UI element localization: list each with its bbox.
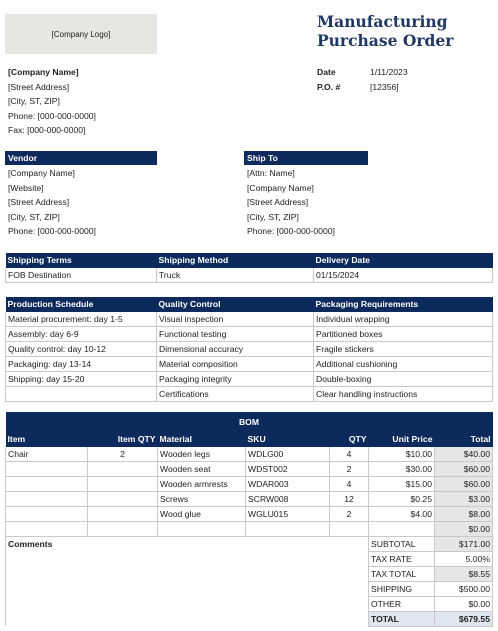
title-line-2: Purchase Order [317,31,454,50]
total-label: TOTAL [369,611,435,626]
vendor-phone: Phone: [000-000-0000] [8,226,96,236]
line-total-cell: $8.00 [435,506,493,521]
unit-price-cell: $30.00 [369,461,435,476]
other-value[interactable]: $0.00 [435,596,493,611]
production-row [6,326,493,341]
comments-label: Comments [8,538,53,549]
qty-cell: 2 [330,506,369,521]
item-cell [6,506,88,521]
company-name: [Company Name] [8,67,79,77]
material-cell: Wooden seat [158,461,246,476]
line-total-cell: $40.00 [435,447,493,462]
material-header: Material [158,432,246,447]
qc-cell: Functional testing [157,326,314,341]
tax-rate-label: TAX RATE [369,551,435,566]
item-cell: Chair [6,447,88,462]
tax-total-label: TAX TOTAL [369,566,435,581]
unit-price-cell: $10.00 [369,447,435,462]
item-cell [6,461,88,476]
item-qty-header: Item QTY [88,432,158,447]
logo-text: [Company Logo] [51,29,111,39]
item-qty-cell [88,476,158,491]
vendor-city: [City, ST, ZIP] [8,211,60,222]
shipping-label: SHIPPING [369,581,435,596]
shipping-header-row [6,253,493,268]
document-title [317,12,453,50]
packaging-cell: Double-boxing [314,371,493,386]
delivery-date-header: Delivery Date [314,253,493,268]
qty-cell: 12 [330,491,369,506]
packaging-cell: Individual wrapping [314,312,493,327]
title-line-1: Manufacturing [317,12,448,31]
total-value: $679.55 [435,611,493,626]
shipping-method-header: Shipping Method [157,253,314,268]
packaging-cell: Fragile stickers [314,341,493,356]
schedule-cell: Shipping: day 15-20 [6,371,157,386]
company-street: [Street Address] [8,81,70,92]
vendor-heading: Vendor [5,151,157,165]
unit-price-header: Unit Price [369,432,435,447]
line-total-cell: $3.00 [435,491,493,506]
item-qty-cell [88,506,158,521]
packaging-requirements-header: Packaging Requirements [314,297,493,312]
production-row [6,341,493,356]
bom-header-row [6,432,493,447]
qty-cell: 4 [330,476,369,491]
material-cell [158,521,246,536]
company-fax: Fax: [000-000-0000] [8,125,86,135]
production-table [5,297,493,402]
qty-cell: 2 [330,461,369,476]
delivery-date-value: 01/15/2024 [314,268,493,283]
qc-cell: Material composition [157,356,314,371]
production-row [6,356,493,371]
sku-cell: WDLG00 [246,447,330,462]
qty-cell [330,521,369,536]
item-qty-cell [88,521,158,536]
item-qty-cell [88,491,158,506]
unit-price-cell [369,521,435,536]
shipping-terms-header: Shipping Terms [6,253,157,268]
line-total-cell: $60.00 [435,461,493,476]
qc-cell: Packaging integrity [157,371,314,386]
bom-row [6,461,493,476]
item-cell [6,476,88,491]
vendor-website: [Website] [8,182,44,193]
ship-to-street: [Street Address] [247,197,309,207]
ship-to-attn: [Attn: Name] [247,168,295,178]
qc-cell: Dimensional accuracy [157,341,314,356]
bom-title-row [6,412,493,432]
vendor-street: [Street Address] [8,197,70,207]
sku-header: SKU [246,432,330,447]
subtotal-value: $171.00 [435,536,493,551]
line-total-cell: $0.00 [435,521,493,536]
sku-cell: WDAR003 [246,476,330,491]
material-cell: Wooden legs [158,447,246,462]
ship-to-name: [Company Name] [247,182,314,193]
tax-total-value: $8.55 [435,566,493,581]
packaging-cell: Additional cushioning [314,356,493,371]
bom-title: BOM [6,412,493,432]
comments-area[interactable] [6,536,369,626]
bom-row [6,476,493,491]
shipping-values-row [6,268,493,283]
qc-cell: Certifications [157,386,314,401]
bom-table [5,412,493,627]
schedule-cell: Material procurement: day 1-5 [6,312,157,327]
bom-row [6,521,493,536]
material-cell: Wooden armrests [158,476,246,491]
production-schedule-header: Production Schedule [6,297,157,312]
company-phone: Phone: [000-000-0000] [8,110,96,121]
schedule-cell: Assembly: day 6-9 [6,326,157,341]
packaging-cell: Clear handling instructions [314,386,493,401]
schedule-cell: Quality control: day 10-12 [6,341,157,356]
unit-price-cell: $15.00 [369,476,435,491]
qty-cell: 4 [330,447,369,462]
schedule-cell [6,386,157,401]
other-label: OTHER [369,596,435,611]
unit-price-cell: $0.25 [369,491,435,506]
subtotal-label: SUBTOTAL [369,536,435,551]
po-label: P.O. # [317,81,341,92]
item-qty-cell [88,461,158,476]
sku-cell: WDST002 [246,461,330,476]
shipping-value[interactable]: $500.00 [435,581,493,596]
quality-control-header: Quality Control [157,297,314,312]
item-cell [6,521,88,536]
material-cell: Wood glue [158,506,246,521]
bom-row [6,447,493,462]
sku-cell: SCRW008 [246,491,330,506]
shipping-terms-value: FOB Destination [6,268,157,283]
po-value: [12356] [370,81,399,92]
tax-rate-value[interactable]: 5.00% [435,551,493,566]
item-qty-cell: 2 [88,447,158,462]
schedule-cell: Packaging: day 13-14 [6,356,157,371]
packaging-cell: Partitioned boxes [314,326,493,341]
date-value: 1/11/2023 [370,67,408,77]
total-header: Total [435,432,493,447]
ship-to-phone: Phone: [000-000-0000] [247,226,335,236]
production-row [6,371,493,386]
line-total-cell: $60.00 [435,476,493,491]
item-header: Item [6,432,88,447]
qc-cell: Visual inspection [157,312,314,327]
summary-row [6,536,493,551]
unit-price-cell: $4.00 [369,506,435,521]
company-logo [5,14,157,54]
date-label: Date [317,67,336,77]
production-row [6,386,493,401]
sku-cell: WGLU015 [246,506,330,521]
production-header-row [6,297,493,312]
bom-row [6,491,493,506]
shipping-method-value: Truck [157,268,314,283]
shipping-table [5,253,493,283]
vendor-name: [Company Name] [8,168,75,178]
ship-to-city: [City, ST, ZIP] [247,211,299,222]
material-cell: Screws [158,491,246,506]
ship-to-heading: Ship To [244,151,368,165]
bom-row [6,506,493,521]
sku-cell [246,521,330,536]
company-city: [City, ST, ZIP] [8,96,60,106]
item-cell [6,491,88,506]
production-row [6,312,493,327]
qty-header: QTY [330,432,369,447]
